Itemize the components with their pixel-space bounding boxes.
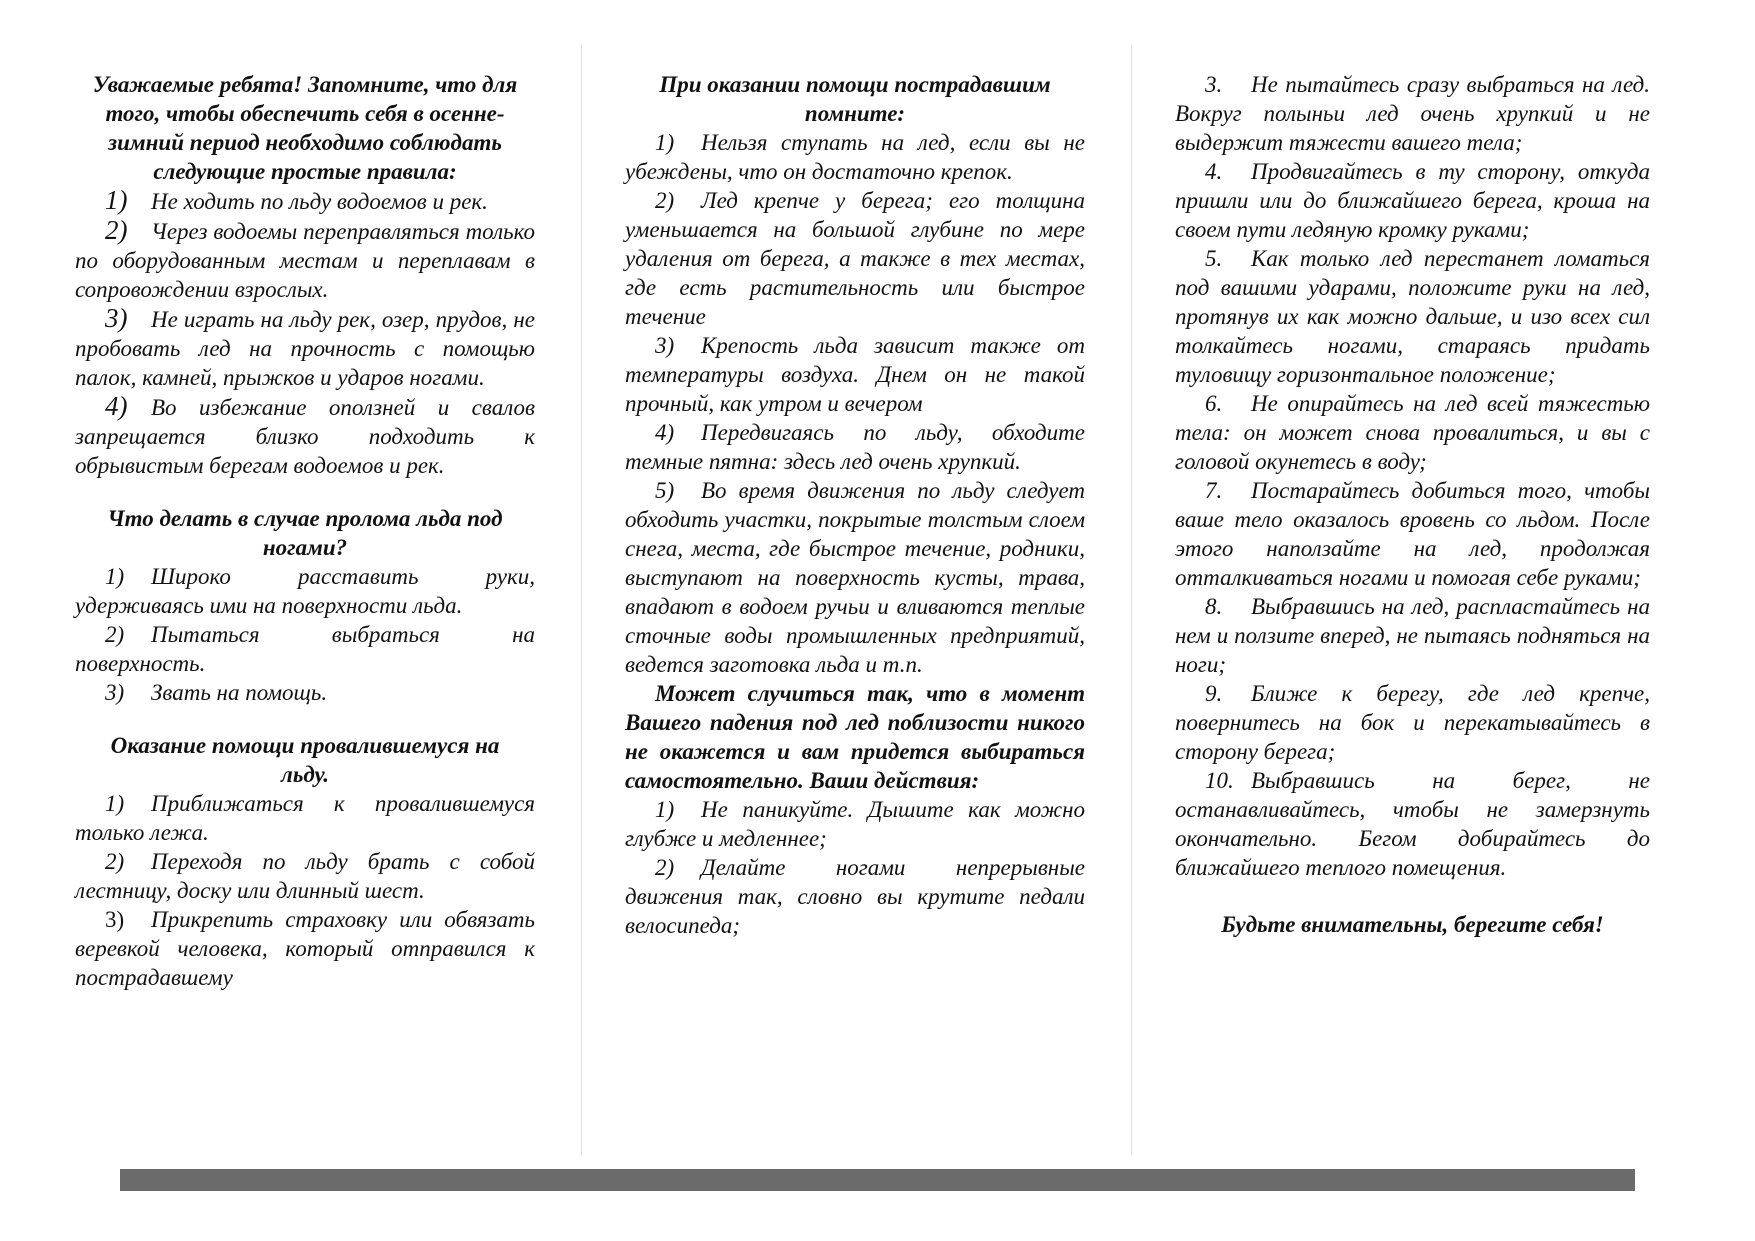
ice-break-heading: Что делать в случае пролома льда под ногами?	[107, 506, 503, 560]
action-text: Ближе к берегу, где лед крепче, повернитесь на бок и перекатывайтесь в сторону берега;	[1175, 681, 1650, 764]
action-item	[1175, 592, 1650, 679]
action-item	[1175, 679, 1650, 766]
rule-number: 4)	[105, 391, 128, 421]
step-item	[75, 678, 535, 707]
help-text: Переходя по льду брать с собой лестницу, доску или длинный шест.	[75, 849, 535, 903]
action-text: Не опирайтесь на лед всей тяжестью тела: он может снова провалиться, и вы с головой окунетесь в воду;	[1175, 391, 1650, 474]
rule-text: Через водоемы переправляться только по оборудованным местам и переплавам в сопровождении взрослых.	[75, 219, 535, 302]
action-item	[625, 795, 1085, 853]
step-item	[75, 620, 535, 678]
step-text: Звать на помощь.	[151, 680, 328, 705]
action-number: 8.	[1205, 594, 1223, 619]
rule-number: 2)	[105, 215, 128, 245]
action-text: Как только лед перестанет ломаться под вашими ударами, положите руки на лед, протянув их как можно дальше, и изо всех сил толкайтесь ногами, стараясь придать туловищу горизонтальное положение;	[1175, 246, 1650, 387]
rules-heading: Уважаемые ребята! Запомните, что для того, чтобы обеспечить себя в осенне-зимний период необходимо соблюдать следующие простые правила:	[92, 72, 518, 184]
rescue-number: 5)	[655, 478, 675, 503]
action-item	[1175, 766, 1650, 882]
action-number: 1)	[655, 797, 675, 822]
rescue-text: Лед крепче у берега; его толщина уменьшается на большой глубине по мере удаления от берега, а также в тех местах, где есть растительность или быстрое течение	[625, 188, 1085, 329]
action-item	[1175, 157, 1650, 244]
step-number: 3)	[105, 680, 125, 705]
help-number: 1)	[105, 791, 125, 816]
action-number: 7.	[1205, 478, 1223, 503]
help-item	[75, 789, 535, 847]
rescue-item	[625, 128, 1085, 186]
rescue-heading: При оказании помощи пострадавшим помните:	[659, 72, 1051, 126]
action-number: 2)	[655, 855, 675, 880]
rescue-item	[625, 476, 1085, 679]
action-number: 5.	[1205, 246, 1223, 271]
action-number: 3.	[1205, 72, 1223, 97]
help-item	[75, 847, 535, 905]
action-number: 10.	[1205, 768, 1234, 793]
rescue-number: 4)	[655, 420, 675, 445]
action-text: Продвигайтесь в ту сторону, откуда пришли или до ближайшего берега, кроша на своем пути ледяную кромку руками;	[1175, 159, 1650, 242]
action-item	[1175, 70, 1650, 157]
action-number: 6.	[1205, 391, 1223, 416]
rescue-number: 1)	[655, 130, 675, 155]
action-item	[625, 853, 1085, 940]
action-text: Выбравшись на лед, распластайтесь на нем и ползите вперед, не пытаясь подняться на ноги;	[1175, 594, 1650, 677]
rule-item	[75, 216, 535, 304]
step-number: 2)	[105, 622, 125, 647]
step-text: Пытаться выбраться на поверхность.	[75, 622, 535, 676]
footer-bar	[120, 1169, 1635, 1191]
action-item	[1175, 476, 1650, 592]
rule-text: Не играть на льду рек, озер, прудов, не пробовать лед на прочность с помощью палок, камней, прыжков и ударов ногами.	[75, 307, 535, 390]
help-heading: Оказание помощи провалившемуся на льду.	[110, 733, 500, 787]
rescue-item	[625, 186, 1085, 331]
action-text: Не паникуйте. Дышите как можно глубже и медленнее;	[625, 797, 1085, 851]
rescue-text: Нельзя ступать на лед, если вы не убеждены, что он достаточно крепок.	[625, 130, 1085, 184]
rescue-text: Передвигаясь по льду, обходите темные пятна: здесь лед очень хрупкий.	[625, 420, 1085, 474]
action-text: Делайте ногами непрерывные движения так, словно вы крутите педали велосипеда;	[625, 855, 1085, 938]
help-number: 2)	[105, 849, 125, 874]
column-left	[75, 70, 535, 992]
step-text: Широко расставить руки, удерживаясь ими на поверхности льда.	[75, 564, 535, 618]
column-divider	[581, 45, 582, 1155]
rescue-number: 2)	[655, 188, 675, 213]
rule-item	[75, 304, 535, 392]
action-number: 9.	[1205, 681, 1223, 706]
help-item	[75, 905, 535, 992]
action-item	[1175, 389, 1650, 476]
rescue-text: Во время движения по льду следует обходить участки, покрытые толстым слоем снега, места, где быстрое течение, родники, выступают на поверхность кусты, трава, впадают в водоем ручьи и вливаются теплые сточные воды промышленных предприятий, ведется заготовка льда и т.п.	[625, 478, 1085, 677]
closing-message: Будьте внимательны, берегите себя!	[1221, 912, 1604, 937]
rescue-item	[625, 331, 1085, 418]
column-right	[1175, 70, 1650, 939]
column-divider	[1131, 45, 1132, 1155]
rule-text: Во избежание оползней и свалов запрещается близко подходить к обрывистым берегам водоемов и рек.	[75, 395, 535, 478]
action-text: Не пытайтесь сразу выбраться на лед. Вокруг полыньи лед очень хрупкий и не выдержит тяжести вашего тела;	[1175, 72, 1650, 155]
action-number: 4.	[1205, 159, 1223, 184]
rule-item	[75, 186, 535, 216]
action-text: Постарайтесь добиться того, чтобы ваше тело оказалось вровень со льдом. После этого наползайте на лед, продолжая отталкиваться ногами и помогая себе руками;	[1175, 478, 1650, 590]
column-middle	[625, 70, 1085, 940]
action-text: Выбравшись на берег, не останавливайтесь, чтобы не замерзнуть окончательно. Бегом добирайтесь до ближайшего теплого помещения.	[1175, 768, 1650, 880]
step-number: 1)	[105, 564, 125, 589]
rescue-text: Крепость льда зависит также от температуры воздуха. Днем он не такой прочный, как утром и вечером	[625, 333, 1085, 416]
self-rescue-warning: Может случиться так, что в момент Вашего падения под лед поблизости никого не окажется и вам придется выбираться самостоятельно. Ваши действия:	[625, 681, 1085, 793]
step-item	[75, 562, 535, 620]
rule-number: 3)	[105, 303, 128, 333]
help-number: 3)	[105, 907, 125, 932]
rescue-number: 3)	[655, 333, 675, 358]
action-item	[1175, 244, 1650, 389]
rule-item	[75, 392, 535, 480]
help-text: Приближаться к провалившемуся только лежа.	[75, 791, 535, 845]
rescue-item	[625, 418, 1085, 476]
rule-text: Не ходить по льду водоемов и рек.	[151, 189, 488, 214]
help-text: Прикрепить страховку или обвязать веревкой человека, который отправился к пострадавшему	[75, 907, 535, 990]
rule-number: 1)	[105, 185, 128, 215]
